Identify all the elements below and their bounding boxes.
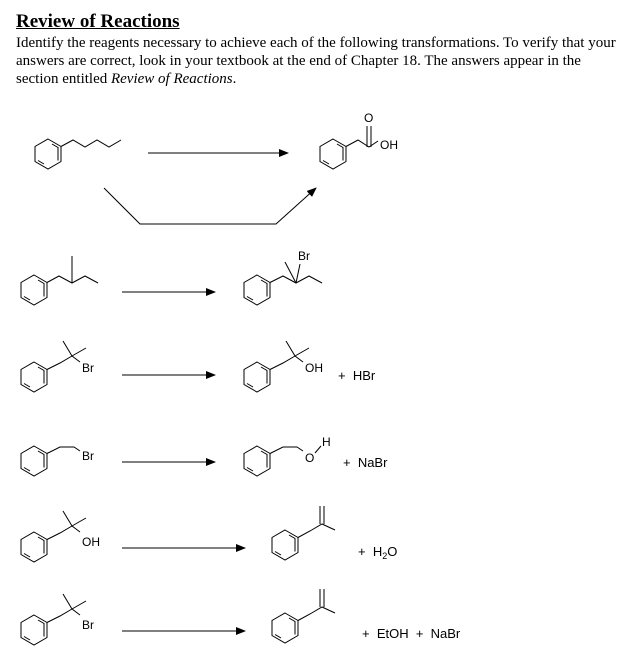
byproduct-suffix: O [387, 544, 398, 559]
hydroxyl-label: OH [82, 535, 100, 549]
carbon-chain [298, 524, 335, 538]
reaction-2 [21, 249, 322, 305]
carbon-chain [47, 526, 72, 540]
hydrogen-label: H [322, 435, 331, 449]
methyl-branch [72, 518, 86, 526]
reactant-6-structure [21, 594, 94, 645]
methyl-branch [295, 348, 309, 356]
reaction-5 [21, 506, 397, 562]
instructions-end: . [232, 71, 237, 87]
c-br-bond [72, 609, 80, 615]
methyl-branch [286, 341, 295, 356]
bromine-label: Br [298, 249, 310, 263]
benzene-ring-icon [35, 139, 61, 169]
reaction-4 [21, 435, 388, 476]
carbon-chain [346, 140, 378, 147]
carbon-chain [47, 609, 72, 623]
reactant-2-structure [21, 256, 98, 305]
reaction-6 [21, 589, 461, 645]
ch2br-bond [47, 447, 80, 454]
benzene-ring-icon [21, 446, 47, 476]
alkyl-chain [61, 140, 121, 147]
product-3-structure [244, 341, 323, 392]
hydroxyl-label: OH [305, 361, 323, 375]
reactant-3-structure [21, 341, 94, 392]
benzene-ring-icon [21, 532, 47, 562]
c-br-bond [72, 356, 80, 362]
page-title: Review of Reactions [16, 11, 180, 32]
reactant-4-structure [21, 446, 94, 476]
carbon-chain [47, 356, 72, 370]
instructions-text: Identify the reagents necessary to achieve each of the following transformations. To verify that your answers are correct, look in your textbook at the end of Chapter 18. The answers appear in the section entitled [16, 35, 616, 87]
carbonyl-oxygen-label: O [364, 111, 374, 125]
benzene-ring-icon [272, 530, 298, 560]
benzene-ring-icon [21, 615, 47, 645]
product-6-structure [272, 589, 335, 643]
methyl-branch [63, 341, 72, 356]
oxygen-label: O [305, 451, 315, 465]
c-o-bond [295, 356, 303, 362]
benzene-ring-icon [21, 362, 47, 392]
product-5-structure [272, 506, 335, 560]
byproduct-prefix: + H [358, 544, 383, 559]
carbon-chain [270, 356, 295, 370]
carbon-chain [298, 607, 335, 621]
product-1-structure [320, 111, 398, 169]
reactant-5-structure [21, 511, 100, 562]
methyl-branch [63, 511, 72, 526]
reaction-3 [21, 341, 376, 392]
byproduct-subscript: 2 [382, 551, 388, 561]
byproduct-label [358, 544, 397, 561]
o-h-bond [315, 446, 321, 453]
benzene-ring-icon [244, 446, 270, 476]
product-2-structure [244, 249, 322, 305]
section-name: Review of Reactions [110, 71, 233, 87]
product-4-structure [244, 435, 331, 476]
byproduct-label: + EtOH + NaBr [362, 626, 461, 641]
hydroxyl-label: OH [380, 138, 398, 152]
reaction-arrow-path [104, 188, 316, 224]
reaction-1 [35, 111, 398, 224]
methyl-branch [72, 601, 86, 609]
bromine-label: Br [82, 449, 94, 463]
ch2-o-bond [270, 447, 303, 454]
benzene-ring-icon [272, 613, 298, 643]
byproduct-label: + NaBr [343, 455, 388, 470]
benzene-ring-icon [244, 275, 270, 305]
methyl-branch [63, 594, 72, 609]
bromine-label: Br [82, 618, 94, 632]
methyl-branch [72, 348, 86, 356]
benzene-ring-icon [320, 139, 346, 169]
c-o-bond [72, 526, 80, 532]
byproduct-label: + HBr [338, 368, 376, 383]
reactant-1-structure [35, 139, 121, 169]
c-br-bond [296, 264, 300, 283]
bromine-label: Br [82, 361, 94, 375]
benzene-ring-icon [244, 362, 270, 392]
benzene-ring-icon [21, 275, 47, 305]
